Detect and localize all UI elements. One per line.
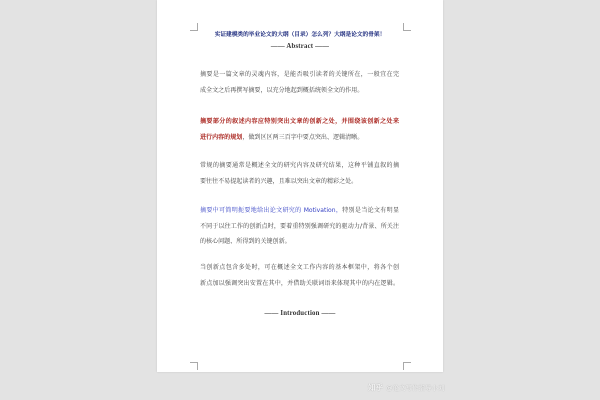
body-text: 新点加以强调突出安置在其中，并借助关联词语来体现其中的内在逻辑。: [200, 279, 399, 287]
zhihu-logo-text: 知乎: [368, 383, 383, 392]
text-boundary-corner-bottom-right: [403, 362, 411, 370]
paragraph-line: [200, 260, 399, 276]
paragraph-line: [200, 67, 399, 83]
paragraph-line: [200, 158, 399, 174]
paragraph-line: [200, 276, 399, 292]
text-boundary-corner-bottom-left: [190, 362, 198, 370]
paragraph-line: [200, 234, 399, 250]
zhihu-watermark: [368, 379, 445, 394]
body-text: 摘要是一篇文章的灵魂内容，是能否吸引读者的关键所在，一般宜在完: [200, 71, 399, 78]
red-emphasis-text: 摘要部分的叙述内容应特别突出文章的创新之处，并围绕该创新之处来: [200, 118, 399, 125]
abstract-paragraph-3: [200, 158, 399, 189]
body-text: 不同于以往工作的创新点时，要着重特别强调研究的驱动力/背景、所关注: [200, 222, 399, 230]
abstract-paragraph-4: [200, 203, 399, 250]
paragraph-line: [200, 114, 399, 130]
body-text: 的核心问题、所得到的关键创新。: [200, 238, 291, 245]
abstract-paragraph-5: [200, 260, 399, 291]
paragraph-line: [200, 174, 399, 190]
paragraph-line: [200, 130, 399, 146]
text-boundary-corner-top-right: [403, 23, 411, 31]
paragraph-line: [200, 83, 399, 99]
abstract-heading: —— Abstract ——: [270, 43, 330, 50]
body-text: 当创新点包含多处时，可在概述全文工作内容的基本框架中，将各个创: [200, 264, 399, 271]
document-page: [157, 0, 443, 372]
paragraph-line: [200, 203, 399, 219]
watermark-author-handle: @论文写作指导小刘: [386, 384, 445, 392]
text-boundary-corner-top-left: [190, 23, 198, 31]
blue-emphasis-text: 摘要中可简明扼要地给出论文研究的 Motivation，: [200, 207, 343, 214]
paragraph-line: [200, 219, 399, 235]
introduction-heading: —— Introduction ——: [264, 310, 336, 317]
body-text: ，做到区区两三百字中要点突出、逻辑清晰。: [242, 133, 364, 141]
body-text: 成全文之后再撰写摘要，以充分地起到概括统领全文的作用。: [200, 86, 364, 94]
abstract-paragraph-2: [200, 114, 399, 145]
abstract-paragraph-1: [200, 67, 399, 98]
red-emphasis-text: 进行内容的规划: [200, 133, 243, 141]
body-text: 特别是当论文有明显: [342, 207, 399, 214]
document-title: 实证建模类的毕业论文的大纲（目录）怎么列？大纲是论文的骨架！: [214, 32, 386, 38]
body-text: 常规的摘要通常是概述全文的研究内容及研究结果，这种平铺直叙的摘: [200, 162, 399, 169]
body-text: 要往往不易提起读者的兴趣，且难以突出文章的精彩之处。: [200, 177, 358, 185]
